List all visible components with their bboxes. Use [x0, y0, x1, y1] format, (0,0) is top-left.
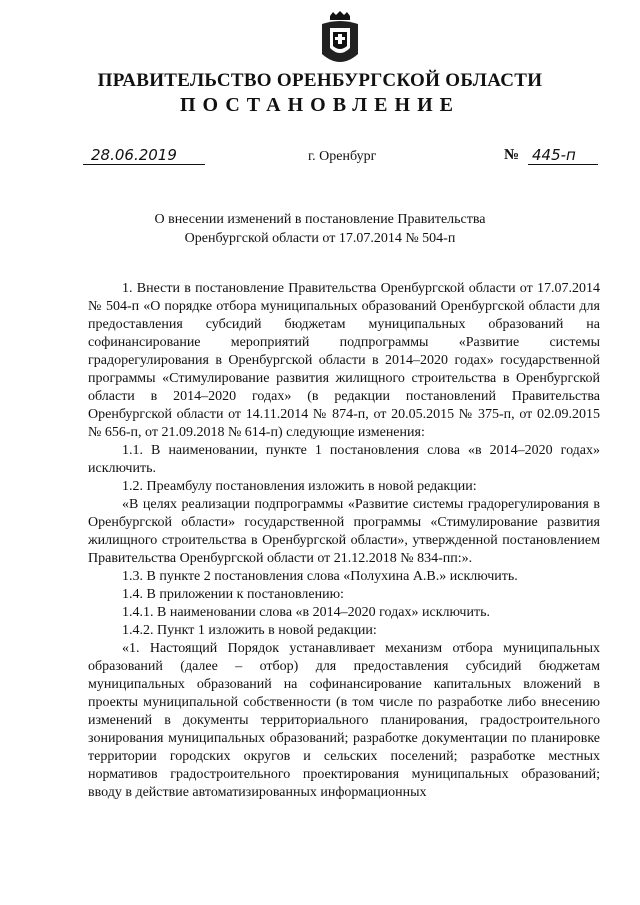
document-meta-row — [0, 146, 640, 172]
paragraph: 1.4. В приложении к постановлению: — [122, 587, 344, 602]
document-number-label: № — [504, 147, 520, 163]
document-subject — [0, 210, 640, 248]
document-type-title: ПОСТАНОВЛЕНИЕ — [180, 94, 460, 116]
paragraph: 1.4.1. В наименовании слова «в 2014–2020 годах» исключить. — [122, 605, 490, 620]
paragraph: 1.2. Преамбулу постановления изложить в новой редакции: — [122, 479, 477, 494]
document-body — [88, 280, 600, 802]
document-city: г. Оренбург — [308, 149, 377, 164]
subject-line-2: Оренбургской области от 17.07.2014 № 504-п — [184, 231, 456, 246]
paragraph: 1.4.2. Пункт 1 изложить в новой редакции: — [122, 623, 377, 638]
paragraph: 1.1. В наименовании, пункте 1 постановления слова «в 2014–2020 годах» исключить. — [88, 443, 600, 476]
paragraph: 1.3. В пункте 2 постановления слова «Полухина А.В.» исключить. — [122, 569, 518, 584]
paragraph: «В целях реализации подпрограммы «Развитие системы градорегулирования в Оренбургской области» государственной программы «Стимулирование развития жилищного строительства в Оренбургской области», утвержденной постановлением Правительства Оренбургской области от 21.12.2018 № 834-пп:». — [88, 497, 600, 566]
subject-line-1: О внесении изменений в постановление Правительства — [154, 212, 486, 227]
paragraph: 1. Внести в постановление Правительства Оренбургской области от 17.07.2014 № 504-п «О порядке отбора муниципальных образований Оренбургской области для предоставления субсидий бюджетам муниципальных образований на софинансирование мероприятий подпрограммы «Развитие системы градорегулирования в Оренбургской области в 2014–2020 годах» государственной программы «Стимулирование развития жилищного строительства в Оренбургской области в 2014–2020 годах» (в редакции постановлений Правительства Оренбургской области от 14.11.2014 № 874-п, от 20.05.2015 № 375-п, от 02.09.2015 № 656-п, от 21.09.2018 № 614-п) следующие изменения: — [88, 281, 600, 440]
organization-title: ПРАВИТЕЛЬСТВО ОРЕНБУРГСКОЙ ОБЛАСТИ — [97, 70, 543, 91]
paragraph: «1. Настоящий Порядок устанавливает механизм отбора муниципальных образований (далее – отбор) для предоставления субсидий бюджетам муниципальных образований на софинансирование капитальных вложений в проекты муниципальной собственности (в том числе по разработке либо внесению изменений в документы территориального планирования, градостроительного зонирования муниципальных образований; разработке документации по планировке территории городских округов и сельских поселений; разработке местных нормативов градостроительного проектирования муниципальных образований; вводу в действие автоматизированных информационных — [88, 641, 600, 800]
coat-of-arms-emblem — [316, 10, 364, 70]
document-number: 445-п — [528, 146, 598, 165]
document-date: 28.06.2019 — [83, 146, 205, 165]
